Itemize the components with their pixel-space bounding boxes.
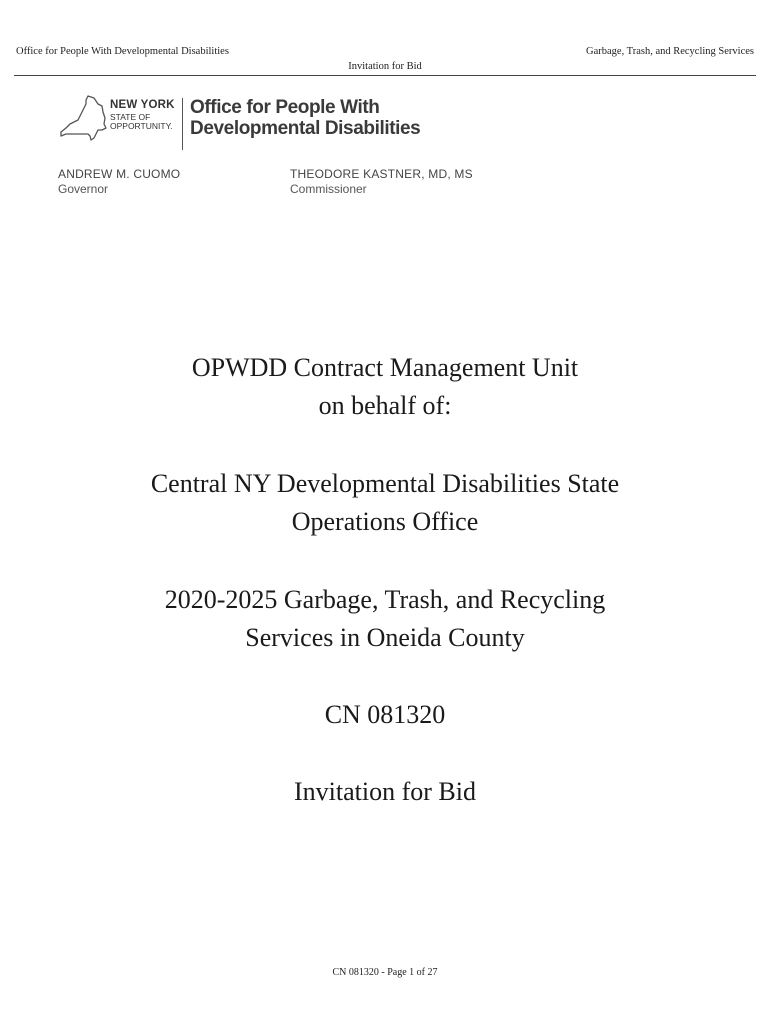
title-line-6: Services in Oneida County — [245, 623, 525, 652]
agency-logo — [58, 94, 458, 156]
title-office — [0, 465, 770, 541]
governor-name: ANDREW M. CUOMO — [58, 167, 181, 181]
governor-title: Governor — [58, 182, 109, 196]
new-york-state-map-icon — [58, 94, 108, 142]
running-header-left: Office for People With Developmental Disabilities — [16, 46, 229, 57]
ny-wordmark-line1: NEW YORK — [110, 99, 175, 111]
running-header-center: Invitation for Bid — [348, 61, 422, 72]
logo-divider — [182, 98, 183, 150]
title-unit — [0, 349, 770, 425]
agency-wordmark-line2: Developmental Disabilities — [190, 118, 421, 139]
title-line-1: OPWDD Contract Management Unit — [191, 353, 579, 382]
title-line-7: CN 081320 — [324, 700, 446, 729]
document-type — [0, 773, 770, 811]
commissioner-name: THEODORE KASTNER, MD, MS — [290, 167, 473, 181]
ny-wordmark — [110, 100, 175, 131]
ny-wordmark-line2: STATE OF — [110, 111, 151, 122]
commissioner-block — [290, 167, 473, 197]
title-line-5: 2020-2025 Garbage, Trash, and Recycling — [164, 585, 606, 614]
page-footer: CN 081320 - Page 1 of 27 — [332, 967, 438, 978]
contract-number — [0, 696, 770, 734]
governor-block — [58, 167, 180, 197]
agency-wordmark-line1: Office for People With — [190, 97, 380, 118]
running-header-right: Garbage, Trash, and Recycling Services — [586, 46, 754, 57]
ny-wordmark-line3: OPPORTUNITY. — [110, 121, 173, 131]
title-line-4: Operations Office — [291, 507, 479, 536]
title-line-8: Invitation for Bid — [294, 777, 476, 806]
agency-wordmark — [190, 97, 420, 139]
header-divider — [14, 75, 756, 76]
title-line-3: Central NY Developmental Disabilities State — [150, 469, 620, 498]
commissioner-title: Commissioner — [290, 182, 367, 196]
title-project — [0, 581, 770, 657]
title-line-2: on behalf of: — [318, 391, 452, 420]
